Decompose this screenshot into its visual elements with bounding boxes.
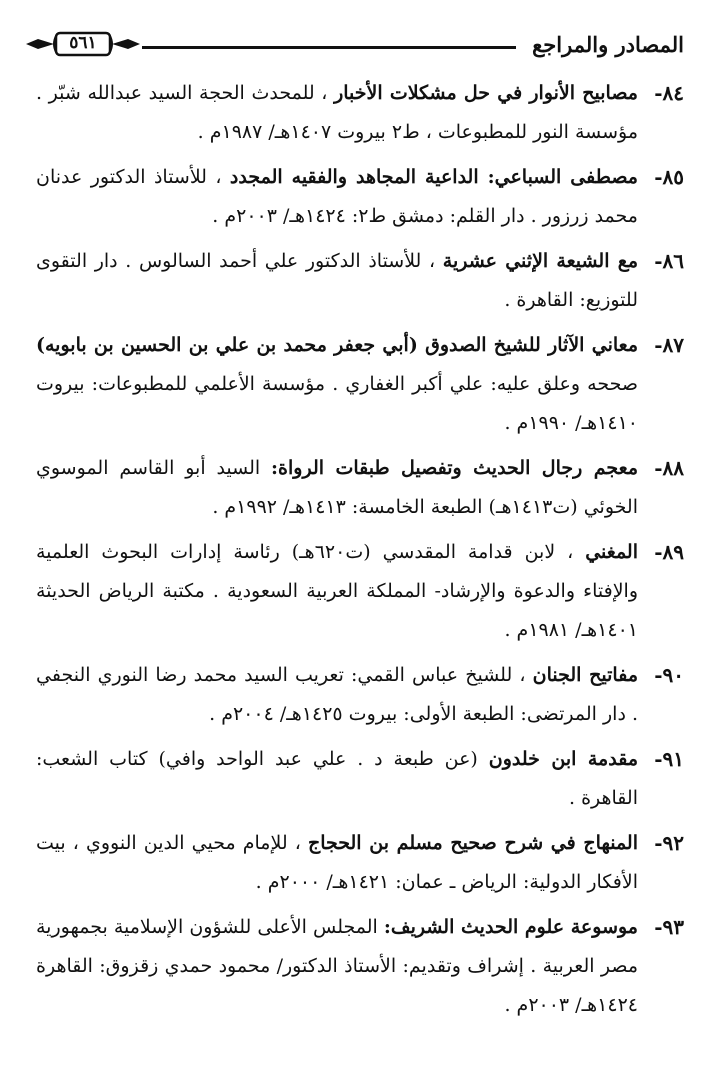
entry-details: ، للإمام محيي الدين النووي ، بيت الأفكار الدولية: الرياض ـ عمان: ١٤٢١هـ/ ٢٠٠٠م . <box>36 832 638 893</box>
entry-details: ، للشيخ عباس القمي: تعريب السيد محمد رضا النوري النجفي . دار المرتضى: الطبعة الأولى: بيروت ١٤٢٥هـ/ ٢٠٠٤م . <box>36 664 638 725</box>
entry-title: موسوعة علوم الحديث الشريف: <box>383 916 638 938</box>
entry-number: ٨٩- <box>654 540 684 564</box>
bibliography-entry <box>36 908 684 1025</box>
entry-title: معاني الآثار للشيخ الصدوق (أبي جعفر محمد بن علي بن الحسين بن بابويه) <box>36 334 638 356</box>
running-head-title: المصادر والمراجع <box>532 32 684 57</box>
entry-title: معجم رجال الحديث وتفصيل طبقات الرواة: <box>271 457 638 479</box>
entry-number: ٩٠- <box>654 663 684 687</box>
entry-number: ٨٥- <box>654 165 684 189</box>
entry-number: ٨٨- <box>654 456 684 480</box>
entry-number: ٩٣- <box>654 915 684 939</box>
bibliography-entry <box>36 656 684 734</box>
page-number: ٥٦١ <box>69 33 97 53</box>
bibliography-entry <box>36 158 684 236</box>
entry-title: مقدمة ابن خلدون <box>488 748 638 770</box>
entry-title: مصطفى السباعي: الداعية المجاهد والفقيه المجدد <box>229 166 638 188</box>
entry-details: المجلس الأعلى للشؤون الإسلامية بجمهورية مصر العربية . إشراف وتقديم: الأستاذ الدكتور/ محمود حمدي زقزوق: القاهرة ١٤٢٤هـ/ ٢٠٠٣م . <box>36 916 638 1016</box>
entry-title: مفاتيح الجنان <box>532 664 638 686</box>
bibliography-entry <box>36 824 684 902</box>
entry-number: ٨٦- <box>654 249 684 273</box>
bibliography-list <box>36 74 684 1031</box>
entry-title: المغني <box>585 541 638 563</box>
bibliography-entry <box>36 242 684 320</box>
header-rule <box>142 46 516 49</box>
entry-number: ٨٤- <box>654 81 684 105</box>
page-number-ornament <box>24 30 142 58</box>
entry-title: مصابيح الأنوار في حل مشكلات الأخبار <box>334 82 638 104</box>
bibliography-entry <box>36 74 684 152</box>
entry-details: ، للأستاذ الدكتور عدنان محمد زرزور . دار القلم: دمشق ط٢: ١٤٢٤هـ/ ٢٠٠٣م . <box>36 166 638 227</box>
entry-title: المنهاج في شرح صحيح مسلم بن الحجاج <box>307 832 638 854</box>
page-header <box>24 26 684 66</box>
entry-details: (عن طبعة د . علي عبد الواحد وافي) كتاب الشعب: القاهرة . <box>36 748 638 809</box>
bibliography-entry <box>36 740 684 818</box>
entry-details: صححه وعلق عليه: علي أكبر الغفاري . مؤسسة الأعلمي للمطبوعات: بيروت ١٤١٠هـ/ ١٩٩٠م . <box>36 373 638 434</box>
bibliography-entry <box>36 449 684 527</box>
bibliography-entry <box>36 533 684 650</box>
entry-number: ٩١- <box>654 747 684 771</box>
entry-number: ٨٧- <box>654 333 684 357</box>
bibliography-entry <box>36 326 684 443</box>
entry-number: ٩٢- <box>654 831 684 855</box>
entry-details: ، للمحدث الحجة السيد عبدالله شبّر . مؤسسة النور للمطبوعات ، ط٢ بيروت ١٤٠٧هـ/ ١٩٨٧م . <box>36 82 638 143</box>
entry-details: ، للأستاذ الدكتور علي أحمد السالوس . دار التقوى للتوزيع: القاهرة . <box>36 250 638 311</box>
entry-title: مع الشيعة الإثني عشرية <box>442 250 638 272</box>
entry-details: ، لابن قدامة المقدسي (ت٦٢٠هـ) رئاسة إدارات البحوث العلمية والإفتاء والدعوة والإرشاد- المملكة العربية السعودية . مكتبة الرياض الحديثة ١٤٠١هـ/ ١٩٨١م . <box>36 541 638 641</box>
entry-details: السيد أبو القاسم الموسوي الخوئي (ت١٤١٣هـ) الطبعة الخامسة: ١٤١٣هـ/ ١٩٩٢م . <box>36 457 638 518</box>
